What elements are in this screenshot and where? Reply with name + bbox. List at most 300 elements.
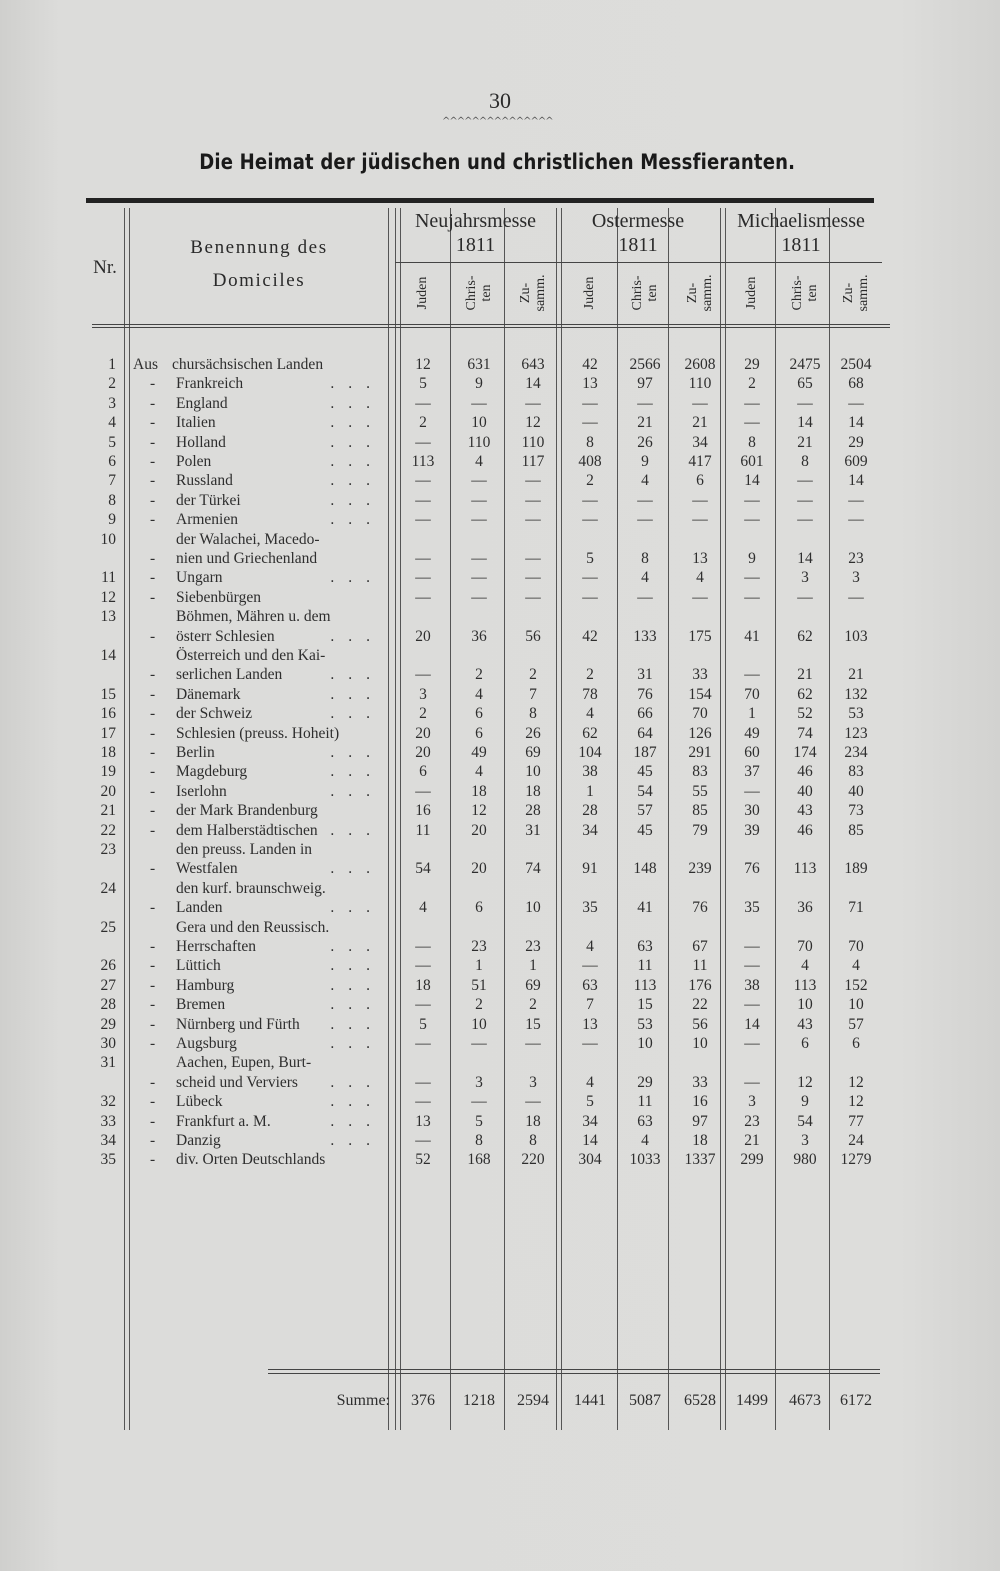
- row-domicile: chursächsischen Landen: [172, 356, 324, 373]
- row-value: 417: [688, 453, 712, 470]
- table-row: [0, 841, 1000, 880]
- row-value: —: [582, 511, 598, 529]
- row-value: 152: [844, 976, 868, 994]
- row-value: 76: [637, 685, 653, 703]
- row-value: —: [471, 1093, 487, 1111]
- page-number-ornament: ^^^^^^^^^^^^^^^: [442, 116, 553, 127]
- row-value: 11: [637, 1093, 653, 1111]
- summe-value: 6172: [840, 1392, 872, 1409]
- row-value: 33: [692, 1073, 708, 1091]
- row-value: 2475: [789, 356, 821, 373]
- row-value: —: [415, 511, 431, 529]
- row-value: 4: [586, 1073, 594, 1091]
- row-value: 34: [692, 433, 708, 451]
- row-value: 10: [471, 1015, 487, 1033]
- row-value: 14: [848, 472, 864, 490]
- row-value: 34: [582, 1112, 598, 1130]
- row-value: 42: [582, 356, 598, 373]
- table-row: [0, 472, 1000, 491]
- table-row: [0, 492, 1000, 511]
- row-number: 9: [108, 511, 116, 529]
- row-value: —: [415, 782, 431, 800]
- row-value: 133: [633, 627, 657, 645]
- row-value: 21: [797, 666, 813, 684]
- row-value: 69: [525, 744, 541, 761]
- row-number: 7: [108, 472, 116, 490]
- row-value: 5: [475, 1112, 483, 1130]
- row-domicile: div. Orten Deutschlands: [176, 1151, 326, 1169]
- row-value: 110: [467, 433, 491, 451]
- row-value: 9: [748, 549, 756, 567]
- row-value: 9: [641, 453, 649, 470]
- row-value: —: [415, 1132, 431, 1149]
- row-value: 18: [525, 1112, 541, 1130]
- row-number: 6: [108, 453, 116, 470]
- row-value: 643: [521, 356, 545, 373]
- header-subcolumn: Zu- samm.: [841, 274, 871, 312]
- row-value: 2: [586, 666, 594, 684]
- row-domicile: Danzig ...: [176, 1132, 384, 1149]
- row-value: 38: [582, 763, 598, 781]
- row-number: 18: [100, 744, 116, 761]
- row-value: —: [525, 588, 541, 606]
- row-value: 29: [848, 433, 864, 451]
- row-value: 10: [637, 1035, 653, 1052]
- row-value: 8: [529, 1132, 537, 1149]
- row-domicile: Westfalen ...: [176, 860, 384, 878]
- row-value: 2504: [840, 356, 872, 373]
- row-value: 49: [744, 724, 760, 742]
- row-prefix: -: [150, 1073, 156, 1091]
- row-value: 4: [475, 685, 483, 703]
- row-value: —: [525, 472, 541, 490]
- row-value: —: [525, 1035, 541, 1052]
- table-row: [0, 919, 1000, 958]
- row-prefix: -: [150, 685, 156, 703]
- row-prefix: -: [150, 491, 156, 509]
- row-value: 601: [740, 453, 764, 470]
- row-value: 21: [637, 414, 653, 432]
- summe-top-rule: [268, 1369, 880, 1370]
- header-bottom-rule: [92, 324, 890, 325]
- row-value: 78: [582, 685, 598, 703]
- row-value: —: [415, 937, 431, 955]
- row-value: —: [582, 1035, 598, 1052]
- row-value: 56: [692, 1015, 708, 1033]
- row-value: —: [744, 491, 760, 509]
- row-prefix: -: [150, 1112, 156, 1130]
- row-value: 291: [688, 744, 712, 761]
- row-value: 176: [688, 976, 712, 994]
- row-value: —: [415, 569, 431, 587]
- row-prefix: -: [150, 1015, 156, 1033]
- row-value: 175: [688, 627, 712, 645]
- row-value: —: [848, 394, 864, 412]
- row-domicile: Polen ...: [176, 453, 384, 470]
- table-row: [0, 434, 1000, 453]
- row-value: —: [415, 1073, 431, 1091]
- row-prefix: -: [150, 394, 156, 412]
- row-value: 67: [692, 937, 708, 955]
- table-row: [0, 1016, 1000, 1035]
- header-subcolumn: Chris- ten: [630, 275, 660, 311]
- row-value: 20: [471, 821, 487, 839]
- row-value: 2: [529, 666, 537, 684]
- row-prefix: -: [150, 1132, 156, 1149]
- header-nr: Nr.: [93, 257, 117, 278]
- row-value: 23: [744, 1112, 760, 1130]
- header-subcolumn: Juden: [582, 276, 597, 310]
- row-value: 42: [582, 627, 598, 645]
- row-value: 12: [471, 802, 487, 820]
- row-value: 26: [637, 433, 653, 451]
- table-row: [0, 802, 1000, 821]
- row-number: 10: [100, 530, 116, 548]
- row-value: 8: [529, 705, 537, 723]
- row-number: 25: [100, 918, 116, 936]
- row-value: 79: [692, 821, 708, 839]
- row-value: 6: [696, 472, 704, 490]
- row-value: 28: [525, 802, 541, 820]
- row-value: 21: [797, 433, 813, 451]
- row-value: 12: [848, 1093, 864, 1111]
- row-domicile: Berlin ...: [176, 744, 384, 761]
- table-row: [0, 589, 1000, 608]
- row-value: 37: [744, 763, 760, 781]
- row-value: 1: [475, 957, 483, 975]
- row-value: —: [744, 782, 760, 800]
- table-row: [0, 977, 1000, 996]
- row-domicile: Gera und den Reussisch.: [176, 918, 330, 936]
- row-value: 631: [467, 356, 491, 373]
- row-value: 14: [848, 414, 864, 432]
- row-value: 70: [797, 937, 813, 955]
- summe-value: 2594: [517, 1392, 549, 1409]
- row-value: 6: [419, 763, 427, 781]
- row-value: —: [471, 472, 487, 490]
- row-value: 23: [525, 937, 541, 955]
- row-value: 11: [415, 821, 431, 839]
- summe-value: 1218: [463, 1392, 495, 1409]
- summe-value: 4673: [789, 1392, 821, 1409]
- row-value: 71: [848, 899, 864, 917]
- row-value: —: [848, 588, 864, 606]
- row-value: 53: [637, 1015, 653, 1033]
- row-value: 1033: [629, 1151, 661, 1169]
- row-value: 10: [848, 996, 864, 1014]
- row-value: 36: [797, 899, 813, 917]
- row-value: 9: [475, 375, 483, 393]
- page-number: 30: [489, 88, 511, 113]
- row-value: 6: [475, 899, 483, 917]
- row-value: 18: [692, 1132, 708, 1149]
- row-value: 10: [525, 899, 541, 917]
- row-value: 28: [582, 802, 598, 820]
- row-value: 34: [582, 821, 598, 839]
- row-value: 6: [475, 705, 483, 723]
- row-number: 5: [108, 433, 116, 451]
- summe-value: 5087: [629, 1392, 661, 1409]
- row-prefix: -: [150, 763, 156, 781]
- row-value: 132: [844, 685, 868, 703]
- row-domicile: Frankreich ...: [176, 375, 384, 393]
- row-domicile: England ...: [176, 394, 384, 412]
- table-row: [0, 511, 1000, 530]
- header-benennung: Benennung des: [190, 237, 328, 258]
- row-number: 30: [100, 1035, 116, 1052]
- row-value: 69: [525, 976, 541, 994]
- row-value: 40: [797, 782, 813, 800]
- row-domicile: Herrschaften ...: [176, 937, 384, 955]
- row-value: 70: [744, 685, 760, 703]
- row-prefix: -: [150, 802, 156, 820]
- row-value: 4: [852, 957, 860, 975]
- row-value: 4: [419, 899, 427, 917]
- row-value: 52: [415, 1151, 431, 1169]
- row-domicile: Lübeck ...: [176, 1093, 384, 1111]
- row-value: 85: [848, 821, 864, 839]
- row-value: 113: [793, 860, 817, 878]
- row-value: 980: [793, 1151, 817, 1169]
- row-prefix: -: [150, 549, 156, 567]
- row-value: 64: [637, 724, 653, 742]
- row-domicile: österr Schlesien ...: [176, 627, 384, 645]
- row-value: —: [415, 1093, 431, 1111]
- row-value: 51: [471, 976, 487, 994]
- row-prefix: -: [150, 588, 156, 606]
- row-value: —: [744, 569, 760, 587]
- row-value: 56: [525, 627, 541, 645]
- row-value: 45: [637, 763, 653, 781]
- row-number: 8: [108, 491, 116, 509]
- row-value: 30: [744, 802, 760, 820]
- row-value: 4: [475, 453, 483, 470]
- row-value: 3: [852, 569, 860, 587]
- header-subcolumn: Chris- ten: [790, 275, 820, 311]
- row-value: 117: [521, 453, 545, 470]
- row-value: —: [471, 394, 487, 412]
- row-value: —: [637, 511, 653, 529]
- row-prefix: -: [150, 1151, 156, 1169]
- row-value: 103: [844, 627, 868, 645]
- row-value: 2: [748, 375, 756, 393]
- row-value: —: [744, 588, 760, 606]
- row-value: 6: [801, 1035, 809, 1052]
- row-prefix: -: [150, 569, 156, 587]
- row-value: 8: [641, 549, 649, 567]
- row-value: 20: [415, 627, 431, 645]
- row-value: —: [415, 549, 431, 567]
- row-value: 45: [637, 821, 653, 839]
- row-domicile: Italien ...: [176, 414, 384, 432]
- row-value: 62: [582, 724, 598, 742]
- row-value: 2566: [629, 356, 661, 373]
- header-group-name: Neujahrsmesse: [414, 210, 537, 232]
- header-subcolumn: Chris- ten: [464, 275, 494, 311]
- row-domicile: Russland ...: [176, 472, 384, 490]
- row-value: —: [848, 511, 864, 529]
- row-prefix: -: [150, 996, 156, 1014]
- row-value: 10: [525, 763, 541, 781]
- row-value: —: [744, 414, 760, 432]
- table-row: [0, 725, 1000, 744]
- row-value: —: [744, 1073, 760, 1091]
- row-value: 73: [848, 802, 864, 820]
- row-value: 14: [582, 1132, 598, 1149]
- row-prefix: -: [150, 899, 156, 917]
- row-domicile: Landen ...: [176, 899, 384, 917]
- row-value: —: [525, 569, 541, 587]
- table-row: [0, 647, 1000, 686]
- row-value: —: [415, 996, 431, 1014]
- row-value: 3: [475, 1073, 483, 1091]
- table-row: [0, 957, 1000, 976]
- row-value: 6: [475, 724, 483, 742]
- row-value: 13: [582, 1015, 598, 1033]
- summe-value: 6528: [684, 1392, 716, 1409]
- row-value: 97: [692, 1112, 708, 1130]
- row-value: —: [415, 666, 431, 684]
- row-prefix: -: [150, 375, 156, 393]
- table-row: [0, 569, 1000, 588]
- row-value: 5: [419, 1015, 427, 1033]
- row-value: 14: [525, 375, 541, 393]
- row-value: —: [744, 957, 760, 975]
- row-value: 113: [793, 976, 817, 994]
- row-number: 31: [100, 1054, 116, 1072]
- row-value: 62: [797, 627, 813, 645]
- row-domicile: Österreich und den Kai-: [176, 647, 326, 664]
- row-prefix: Aus: [133, 356, 158, 373]
- row-value: 13: [692, 549, 708, 567]
- row-domicile: den kurf. braunschweig.: [176, 879, 326, 897]
- row-value: —: [744, 937, 760, 955]
- header-group-name: Michaelismesse: [737, 210, 865, 232]
- row-domicile: den preuss. Landen in: [176, 841, 313, 858]
- row-value: —: [797, 472, 813, 490]
- row-domicile: Schlesien (preuss. Hoheit): [176, 724, 340, 742]
- row-value: 77: [848, 1112, 864, 1130]
- row-value: 91: [582, 860, 598, 878]
- row-number: 27: [100, 976, 116, 994]
- row-value: 2: [475, 996, 483, 1014]
- table-row: [0, 531, 1000, 570]
- row-value: 26: [525, 724, 541, 742]
- row-value: —: [415, 433, 431, 451]
- table-row: [0, 608, 1000, 647]
- row-value: 74: [797, 724, 813, 742]
- table-row: [0, 1093, 1000, 1112]
- row-value: 57: [637, 802, 653, 820]
- row-domicile: Armenien ...: [176, 511, 384, 529]
- row-value: 16: [692, 1093, 708, 1111]
- row-value: 29: [744, 356, 760, 373]
- row-value: —: [582, 394, 598, 412]
- row-value: —: [525, 549, 541, 567]
- row-number: 21: [100, 802, 116, 820]
- row-value: 66: [637, 705, 653, 723]
- row-domicile: der Mark Brandenburg: [176, 802, 318, 820]
- row-value: —: [415, 491, 431, 509]
- row-number: 1: [108, 356, 116, 373]
- row-value: 189: [844, 860, 868, 878]
- row-prefix: -: [150, 666, 156, 684]
- row-domicile: Dänemark ...: [176, 685, 384, 703]
- row-value: 54: [415, 860, 431, 878]
- row-value: —: [692, 511, 708, 529]
- row-value: 23: [471, 937, 487, 955]
- row-value: 20: [415, 724, 431, 742]
- row-number: 33: [100, 1112, 116, 1130]
- row-domicile: Ungarn ...: [176, 569, 384, 587]
- row-value: 104: [578, 744, 602, 761]
- row-value: —: [471, 1035, 487, 1052]
- row-value: 12: [525, 414, 541, 432]
- row-domicile: Frankfurt a. M. ...: [176, 1112, 384, 1130]
- table-row: [0, 705, 1000, 724]
- row-value: 20: [471, 860, 487, 878]
- row-value: 49: [471, 744, 487, 761]
- row-value: 609: [844, 453, 868, 470]
- row-value: 2: [419, 705, 427, 723]
- row-domicile: serlichen Landen ...: [176, 666, 384, 684]
- row-value: 9: [801, 1093, 809, 1111]
- row-domicile: Böhmen, Mähren u. dem: [176, 608, 331, 626]
- table-row: [0, 1035, 1000, 1054]
- row-value: —: [471, 588, 487, 606]
- row-value: 110: [688, 375, 712, 393]
- summe-value: 376: [411, 1392, 435, 1409]
- row-value: —: [637, 491, 653, 509]
- row-value: 14: [797, 549, 813, 567]
- row-value: 63: [637, 1112, 653, 1130]
- top-rule: [86, 198, 874, 203]
- row-value: 31: [525, 821, 541, 839]
- row-value: 1337: [684, 1151, 716, 1169]
- row-value: 3: [419, 685, 427, 703]
- table-row: [0, 395, 1000, 414]
- row-value: 55: [692, 782, 708, 800]
- row-value: 62: [797, 685, 813, 703]
- row-value: 57: [848, 1015, 864, 1033]
- row-value: —: [582, 414, 598, 432]
- row-number: 28: [100, 996, 116, 1014]
- header-subcolumn: Zu- samm.: [518, 274, 548, 312]
- table-row: [0, 1054, 1000, 1093]
- row-value: 8: [801, 453, 809, 470]
- row-value: 83: [692, 763, 708, 781]
- row-value: —: [744, 666, 760, 684]
- row-value: 46: [797, 821, 813, 839]
- row-value: —: [415, 588, 431, 606]
- row-value: —: [471, 569, 487, 587]
- row-domicile: Hamburg ...: [176, 976, 384, 994]
- row-number: 14: [100, 647, 116, 664]
- row-prefix: -: [150, 957, 156, 975]
- row-value: 21: [848, 666, 864, 684]
- row-value: 148: [633, 860, 657, 878]
- row-value: 1: [748, 705, 756, 723]
- row-value: —: [744, 1035, 760, 1052]
- row-value: 13: [415, 1112, 431, 1130]
- table-row: [0, 414, 1000, 433]
- row-value: 126: [688, 724, 712, 742]
- row-value: —: [692, 588, 708, 606]
- row-value: —: [797, 511, 813, 529]
- row-value: 54: [797, 1112, 813, 1130]
- header-bottom-rule-2: [92, 327, 890, 328]
- row-prefix: -: [150, 627, 156, 645]
